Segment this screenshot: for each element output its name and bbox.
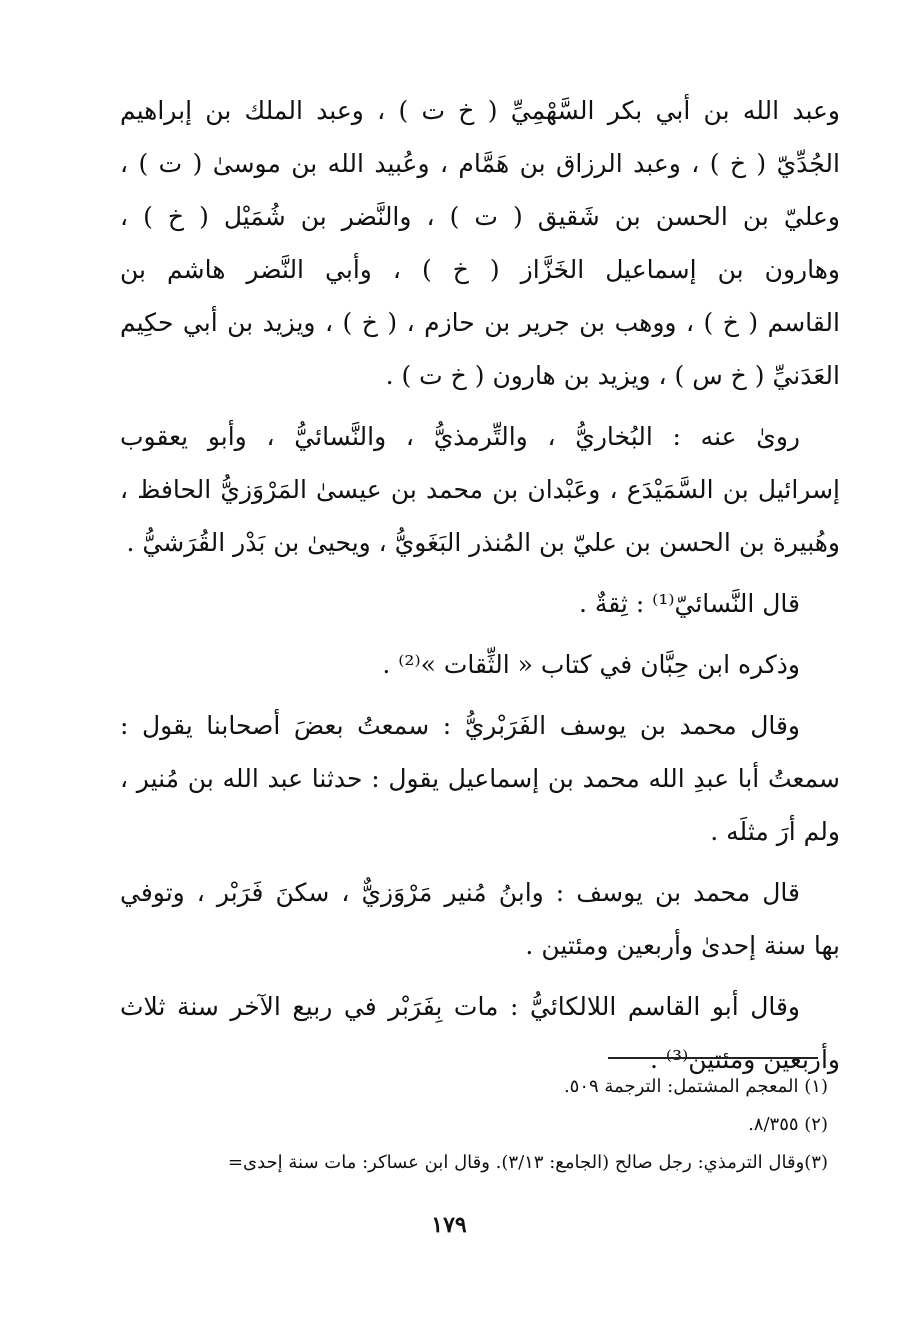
text-line: وأربعين ومئتين⁽³⁾ . bbox=[650, 1045, 840, 1074]
paragraph-muhammad-yusuf bbox=[120, 866, 840, 972]
text-line: وهُبيرة بن الحسن بن عليّ بن المُنذر البَغَويُّ ، ويحيىٰ بن بَدْر القُرَشيُّ . bbox=[126, 528, 840, 557]
text-line: القاسم ( خ ) ، ووهب بن جرير بن حازم ، ( خ ) ، ويزيد بن أبي حكِيم bbox=[120, 308, 840, 337]
footnotes bbox=[120, 1068, 828, 1182]
text-line: وقال محمد بن يوسف الفَرَبْريُّ : سمعتُ بعضَ أصحابنا يقول : bbox=[120, 711, 800, 740]
paragraph-students bbox=[120, 410, 840, 569]
footnote-3: (٣)وقال الترمذي: رجل صالح (الجامع: ٣/١٣). وقال ابن عساكر: مات سنة إحدى= bbox=[227, 1152, 828, 1173]
footnote-2: (٢) ٨/٣٥٥. bbox=[748, 1114, 828, 1135]
text-line: وقال أبو القاسم اللالكائيُّ : مات بِفَرَبْر في ربيع الآخر سنة ثلاث bbox=[120, 992, 800, 1021]
text-line: وهارون بن إسماعيل الخَزَّاز ( خ ) ، وأبي النَّضر هاشم بن bbox=[120, 255, 840, 284]
footnote-separator bbox=[608, 1057, 818, 1059]
text-line: إسرائيل بن السَّمَيْدَع ، وعَبْدان بن محمد بن عيسىٰ المَرْوَزيُّ الحافظ ، bbox=[120, 475, 840, 504]
paragraph-firabri bbox=[120, 699, 840, 858]
footnote-1: (١) المعجم المشتمل: الترجمة ٥٠٩. bbox=[563, 1076, 828, 1097]
text-line: العَدَنيِّ ( خ س ) ، ويزيد بن هارون ( خ ت ) . bbox=[385, 361, 840, 390]
text-line: وعبد الله بن أبي بكر السَّهْمِيِّ ( خ ت ) ، وعبد الملك بن إبراهيم bbox=[120, 96, 840, 125]
text-line: ولم أرَ مثلَه . bbox=[710, 817, 840, 846]
paragraph-nasai bbox=[120, 577, 840, 630]
text-line: وعليّ بن الحسن بن شَقيق ( ت ) ، والنَّضر بن شُمَيْل ( خ ) ، bbox=[120, 202, 840, 231]
text-line: سمعتُ أبا عبدِ الله محمد بن إسماعيل يقول : حدثنا عبد الله بن مُنير ، bbox=[120, 764, 840, 793]
paragraph-ibn-hibban bbox=[120, 638, 840, 691]
text-line: روىٰ عنه : البُخاريُّ ، والتِّرمذيُّ ، والنَّسائيُّ ، وأبو يعقوب bbox=[120, 422, 800, 451]
paragraph-teachers bbox=[120, 84, 840, 402]
main-text bbox=[120, 84, 840, 1086]
text-line: وذكره ابن حِبَّان في كتاب « الثِّقات »⁽²⁾ . bbox=[382, 650, 800, 679]
text-line: الجُدِّيّ ( خ ) ، وعبد الرزاق بن هَمَّام ، وعُبيد الله بن موسىٰ ( ت ) ، bbox=[120, 149, 840, 178]
text-line: قال محمد بن يوسف : وابنُ مُنير مَرْوَزيٌّ ، سكنَ فَرَبْر ، وتوفي bbox=[120, 878, 800, 907]
text-line: قال النَّسائيّ⁽¹⁾ : ثِقةٌ . bbox=[578, 589, 800, 618]
page-number: ١٧٩ bbox=[431, 1212, 467, 1238]
text-line: بها سنة إحدىٰ وأربعين ومئتين . bbox=[525, 931, 840, 960]
